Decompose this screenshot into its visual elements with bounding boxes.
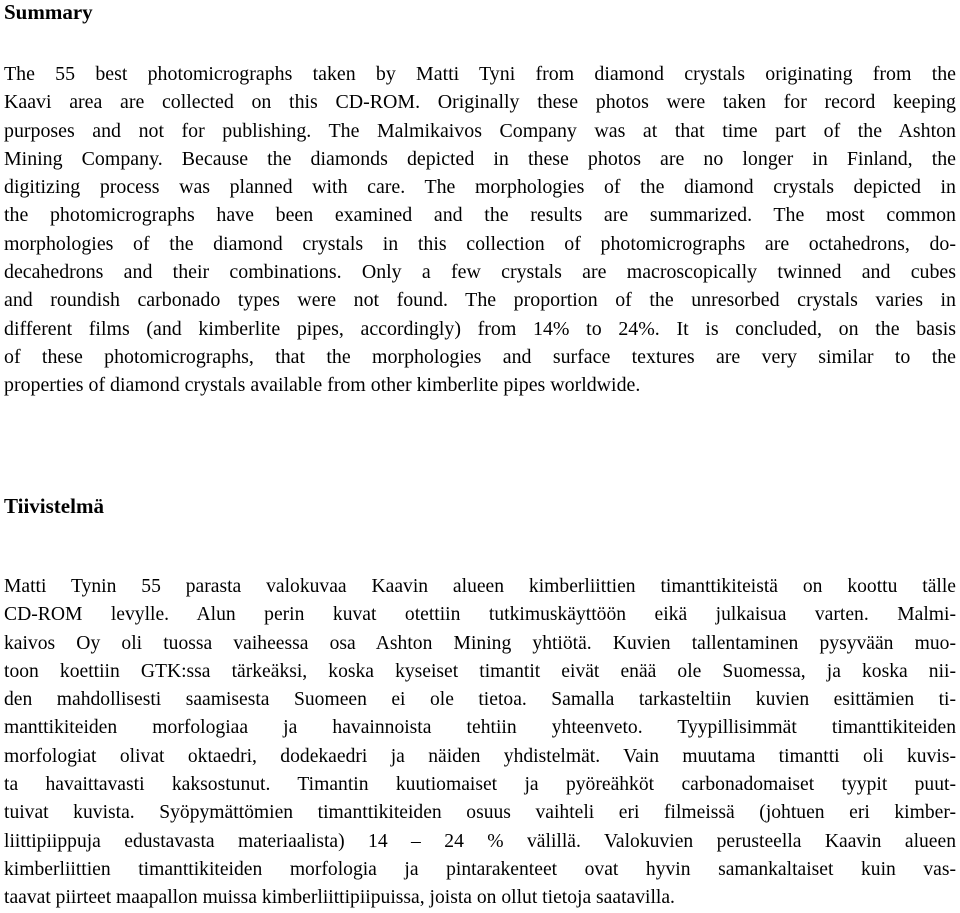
summary-line: Mining Company. Because the diamonds depicted in these photos are no longer in Finland, the bbox=[4, 147, 956, 170]
summary-heading: Summary bbox=[4, 0, 93, 24]
tiivistelma-line: CD-ROM levylle. Alun perin kuvat otettiin tutkimuskäyttöön eikä julkaisua varten. Malmi- bbox=[4, 604, 956, 626]
summary-line: Kaavi area are collected on this CD-ROM. Originally these photos were taken for record keeping bbox=[4, 91, 956, 114]
tiivistelma-line: liittipiippuja edustavasta materiaalista) 14 – 24 % välillä. Valokuvien perusteella Kaavin alueen bbox=[4, 830, 956, 852]
summary-line: morphologies of the diamond crystals in this collection of photomicrographs are octahedrons, do- bbox=[4, 232, 956, 255]
summary-line: The 55 best photomicrographs taken by Matti Tyni from diamond crystals originating from the bbox=[4, 63, 956, 85]
summary-line: the photomicrographs have been examined and the results are summarized. The most common bbox=[4, 204, 956, 227]
summary-line: purposes and not for publishing. The Malmikaivos Company was at that time part of the Ashton bbox=[4, 119, 956, 142]
tiivistelma-line: toon koettiin GTK:ssa tärkeäksi, koska kyseiset timantit eivät enää ole Suomessa, ja koska nii- bbox=[4, 660, 956, 682]
summary-line: decahedrons and their combinations. Only a few crystals are macroscopically twinned and cubes bbox=[4, 261, 956, 284]
summary-line: properties of diamond crystals available from other kimberlite pipes worldwide. bbox=[4, 374, 641, 397]
tiivistelma-line: kaivos Oy oli tuossa vaiheessa osa Ashton Mining yhtiötä. Kuvien tallentaminen pysyvään muo- bbox=[4, 632, 956, 654]
tiivistelma-line: morfologiat olivat oktaedri, dodekaedri ja näiden yhdistelmät. Vain muutama timantti oli kuvis- bbox=[4, 745, 956, 767]
tiivistelma-line: den mahdollisesti saamisesta Suomeen ei ole tietoa. Samalla tarkasteltiin kuvien esittämien ti- bbox=[4, 689, 956, 711]
summary-line: different films (and kimberlite pipes, accordingly) from 14% to 24%. It is concluded, on the basis bbox=[4, 317, 956, 340]
summary-paragraph bbox=[4, 60, 956, 400]
summary-line: and roundish carbonado types were not found. The proportion of the unresorbed crystals varies in bbox=[4, 289, 956, 312]
tiivistelma-line: Matti Tynin 55 parasta valokuvaa Kaavin alueen kimberliittien timanttikiteistä on koottu tälle bbox=[4, 576, 956, 597]
tiivistelma-line: manttikiteiden morfologiaa ja havainnoista tehtiin yhteenveto. Tyypillisimmät timanttikiteiden bbox=[4, 717, 956, 739]
summary-line: of these photomicrographs, that the morphologies and surface textures are very similar to the bbox=[4, 345, 956, 368]
summary-line: digitizing process was planned with care. The morphologies of the diamond crystals depicted in bbox=[4, 176, 956, 199]
tiivistelma-paragraph bbox=[4, 573, 956, 913]
tiivistelma-line: taavat piirteet maapallon muissa kimberliittipiipuissa, joista on ollut tietoja saatavilla. bbox=[4, 887, 675, 909]
tiivistelma-line: kimberliittien timanttikiteiden morfologia ja pintarakenteet ovat hyvin samankaltaiset kuin vas- bbox=[4, 858, 956, 880]
tiivistelma-heading: Tiivistelmä bbox=[4, 494, 104, 518]
tiivistelma-line: ta havaittavasti kaksostunut. Timantin kuutiomaiset ja pyöreähköt carbonadomaiset tyypit puut- bbox=[4, 774, 956, 796]
tiivistelma-line: tuivat kuvista. Syöpymättömien timanttikiteiden osuus vaihteli eri filmeissä (johtuen eri kimber- bbox=[4, 802, 956, 824]
